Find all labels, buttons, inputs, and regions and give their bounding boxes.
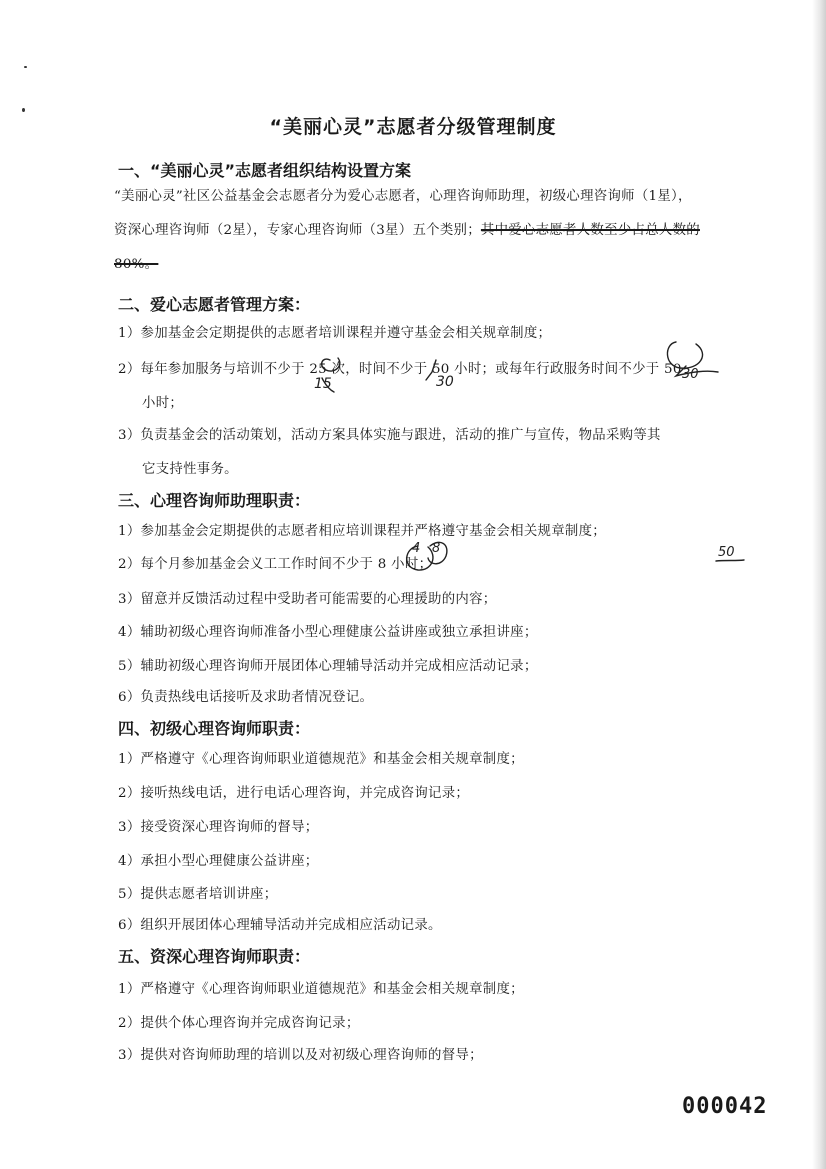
handwritten-note: 8 <box>432 541 441 556</box>
handwritten-note: 4 <box>412 541 421 556</box>
section-2-item: 3）负责基金会的活动策划，活动方案具体实施与跟进，活动的推广与宣传，物品采购等其 <box>118 428 661 443</box>
pen-stroke <box>426 360 436 380</box>
section-3-item: 2）每个月参加基金会义工工作时间不少于 8 小时； <box>118 557 433 572</box>
handwritten-note: 50 <box>718 545 735 560</box>
section-4-item: 1）严格遵守《心理咨询师职业道德规范》和基金会相关规章制度； <box>118 752 524 767</box>
document-title: “美丽心灵”志愿者分级管理制度 <box>269 116 557 138</box>
section-1-struck-text: 其中爱心志愿者人数至少占总人数的80%。 <box>114 223 700 272</box>
section-5-item: 1）严格遵守《心理咨询师职业道德规范》和基金会相关规章制度； <box>118 982 524 997</box>
circle-mark <box>667 342 702 368</box>
section-2-item-continuation: 它支持性事务。 <box>142 462 238 477</box>
section-2-item: 1）参加基金会定期提供的志愿者培训课程并遵守基金会相关规章制度； <box>118 326 552 341</box>
section-5-heading: 五、资深心理咨询师职责： <box>118 947 311 966</box>
handwritten-note: 30 <box>682 367 699 382</box>
section-5-item: 3）提供对咨询师助理的培训以及对初级心理咨询师的督导； <box>118 1048 483 1063</box>
section-5-item: 2）提供个体心理咨询并完成咨询记录； <box>118 1016 360 1031</box>
section-3-item: 3）留意并反馈活动过程中受助者可能需要的心理援助的内容； <box>118 592 497 607</box>
section-3-item: 6）负责热线电话接听及求助者情况登记。 <box>118 690 374 705</box>
section-4-heading: 四、初级心理咨询师职责： <box>118 719 311 738</box>
section-3-heading: 三、心理咨询师助理职责： <box>118 491 311 510</box>
page-number-stamp: 000042 <box>682 1094 768 1119</box>
section-4-item: 6）组织开展团体心理辅导活动并完成相应活动记录。 <box>118 918 442 933</box>
pen-stroke <box>716 560 744 561</box>
section-3-item: 1）参加基金会定期提供的志愿者相应培训课程并严格遵守基金会相关规章制度； <box>118 524 606 539</box>
section-3-item: 5）辅助初级心理咨询师开展团体心理辅导活动并完成相应活动记录； <box>118 659 538 674</box>
section-3-item: 4）辅助初级心理咨询师准备小型心理健康公益讲座或独立承担讲座； <box>118 625 538 640</box>
handwritten-note: 15 <box>314 376 332 392</box>
section-1-heading: 一、“美丽心灵”志愿者组织结构设置方案 <box>118 161 412 180</box>
section-4-item: 2）接听热线电话，进行电话心理咨询，并完成咨询记录； <box>118 786 470 801</box>
section-1-paragraph-text: “美丽心灵”社区公益基金会志愿者分为爱心志愿者，心理咨询师助理，初级心理咨询师（1星），资深心理咨询师（2星），专家心理咨询师（3星）五个类别； <box>114 189 692 238</box>
circle-mark <box>322 358 340 371</box>
section-4-item: 5）提供志愿者培训讲座； <box>118 887 278 902</box>
section-4-item: 3）接受资深心理咨询师的督导； <box>118 820 319 835</box>
section-2-heading: 二、爱心志愿者管理方案： <box>118 295 311 314</box>
handwritten-note: 30 <box>436 374 454 390</box>
section-2-item-continuation: 小时； <box>142 396 184 411</box>
section-4-item: 4）承担小型心理健康公益讲座； <box>118 854 319 869</box>
section-2-item: 2）每年参加服务与培训不少于 25 次，时间不少于 50 小时；或每年行政服务时间不少于 50 <box>118 362 682 377</box>
